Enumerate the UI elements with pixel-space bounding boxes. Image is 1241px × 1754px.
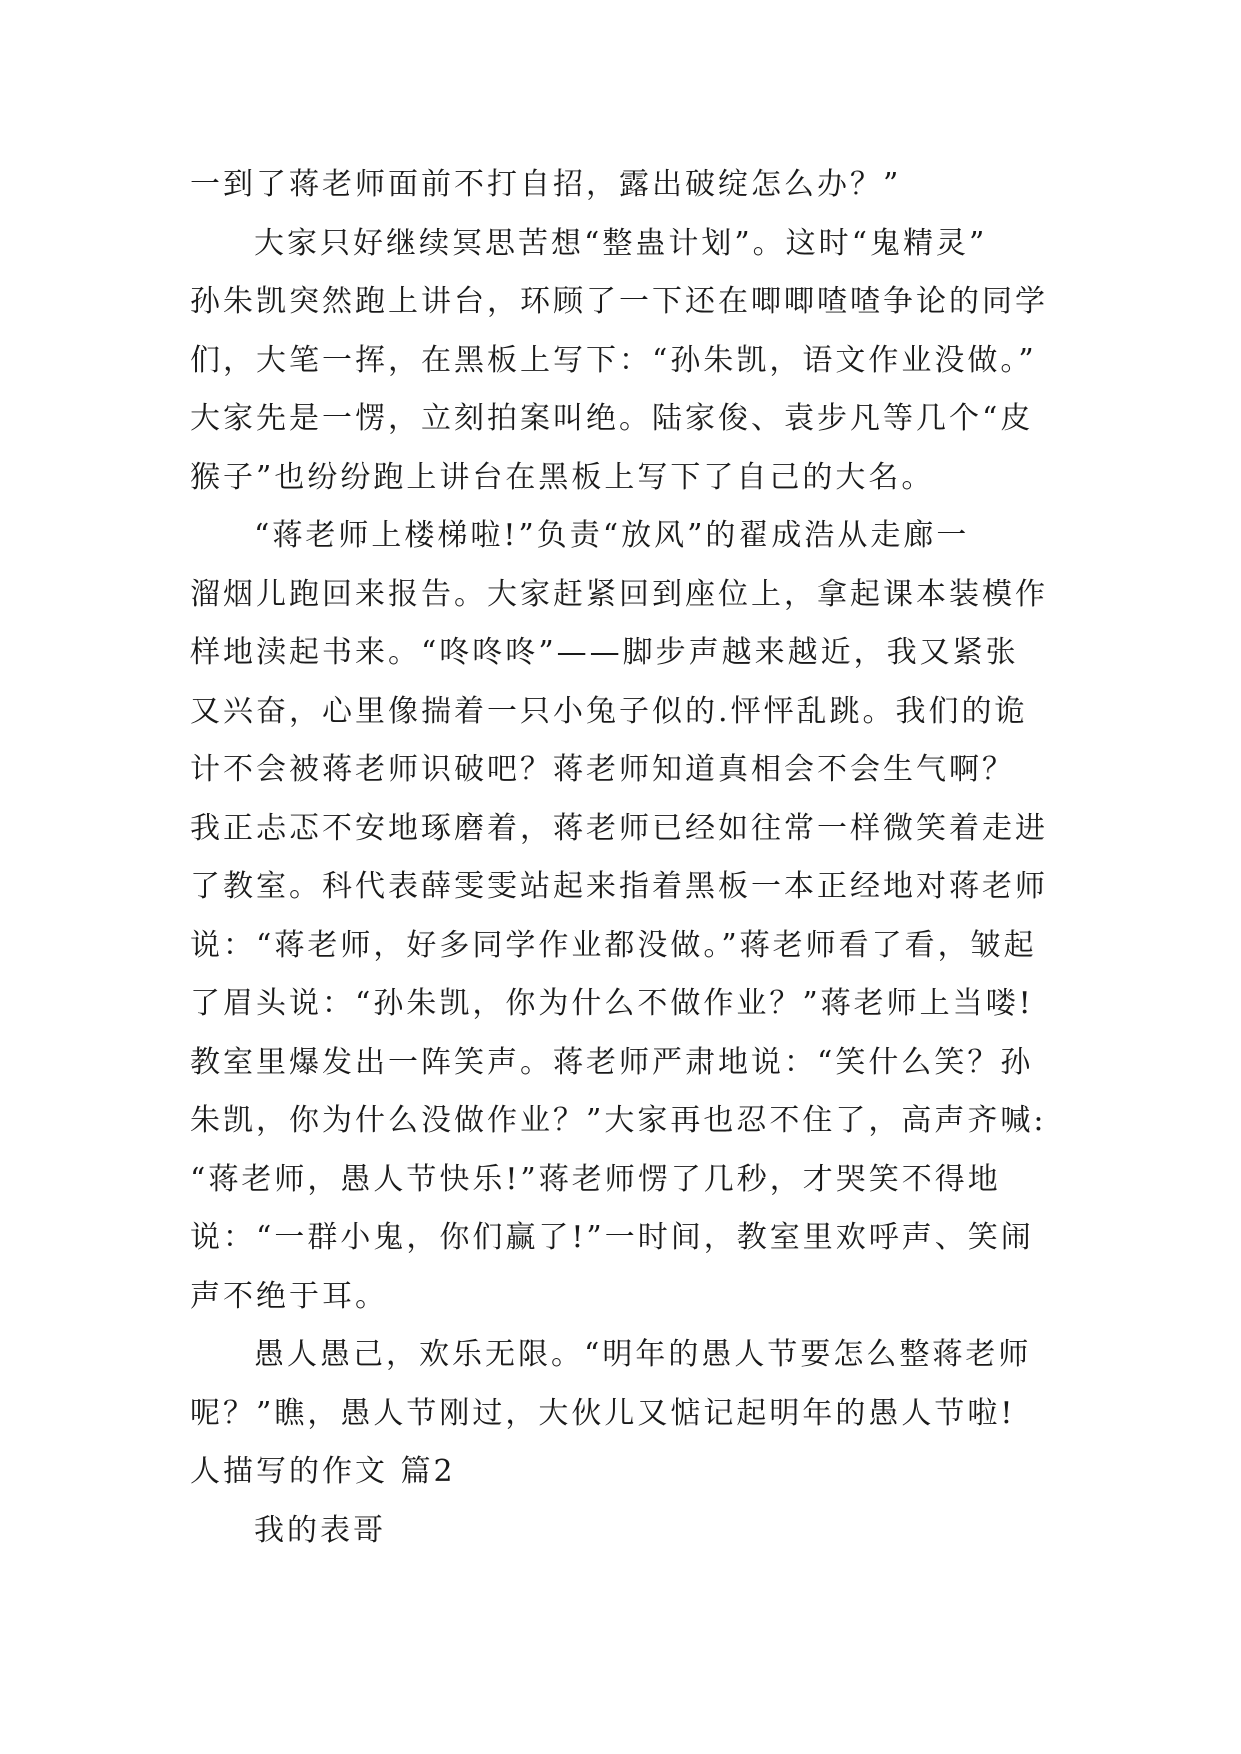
text-line: 大家只好继续冥思苦想“整蛊计划”。这时“鬼精灵” <box>254 225 988 261</box>
text-line: 人描写的作文 篇2 <box>190 1454 456 1489</box>
text-line: “蒋老师上楼梯啦!”负责“放风”的翟成浩从走廊一 <box>254 518 970 553</box>
text-line: 们，大笔一挥，在黑板上写下：“孙朱凯，语文作业没做。” <box>190 342 1037 378</box>
text-line: 了教室。科代表薛雯雯站起来指着黑板一本正经地对蒋老师 <box>190 869 1048 904</box>
text-line: 溜烟儿跑回来报告。大家赶紧回到座位上，拿起课本装模作 <box>190 576 1048 612</box>
text-line: 我的表哥 <box>254 1512 386 1548</box>
text-line: “蒋老师，愚人节快乐!”蒋老师愣了几秒，才哭笑不得地 <box>190 1161 1001 1197</box>
text-line: 朱凯，你为什么没做作业？”大家再也忍不住了，高声齐喊: <box>190 1103 1047 1138</box>
text-line: 了眉头说：“孙朱凯，你为什么不做作业？”蒋老师上当喽! <box>190 986 1034 1021</box>
text-line: 愚人愚己，欢乐无限。“明年的愚人节要怎么整蒋老师 <box>254 1337 1032 1372</box>
text-line: 我正忐忑不安地琢磨着，蒋老师已经如往常一样微笑着走进 <box>190 810 1048 846</box>
text-line: 声不绝于耳。 <box>190 1278 388 1314</box>
text-line: 计不会被蒋老师识破吧？蒋老师知道真相会不会生气啊？ <box>190 752 1015 787</box>
text-line: 说：“一群小鬼，你们赢了!”一时间，教室里欢呼声、笑闹 <box>190 1220 1034 1255</box>
text-line: 猴子”也纷纷跑上讲台在黑板上写下了自己的大名。 <box>190 459 935 495</box>
text-line: 孙朱凯突然跑上讲台，环顾了一下还在唧唧喳喳争论的同学 <box>190 284 1048 319</box>
text-line: 一到了蒋老师面前不打自招，露出破绽怎么办？” <box>190 167 902 202</box>
text-line: 说：“蒋老师，好多同学作业都没做。”蒋老师看了看，皱起 <box>190 927 1037 963</box>
text-line: 教室里爆发出一阵笑声。蒋老师严肃地说：“笑什么笑？孙 <box>190 1044 1034 1080</box>
text-line: 大家先是一愣，立刻拍案叫绝。陆家俊、袁步凡等几个“皮 <box>190 401 1034 436</box>
text-line: 呢？”瞧，愚人节刚过，大伙儿又惦记起明年的愚人节啦! <box>190 1395 1016 1431</box>
text-line: 又兴奋，心里像揣着一只小兔子似的.怦怦乱跳。我们的诡 <box>190 693 1028 729</box>
text-line: 样地渎起书来。“咚咚咚”——脚步声越来越近，我又紧张 <box>190 635 1019 670</box>
essay-text <box>190 156 1070 1560</box>
